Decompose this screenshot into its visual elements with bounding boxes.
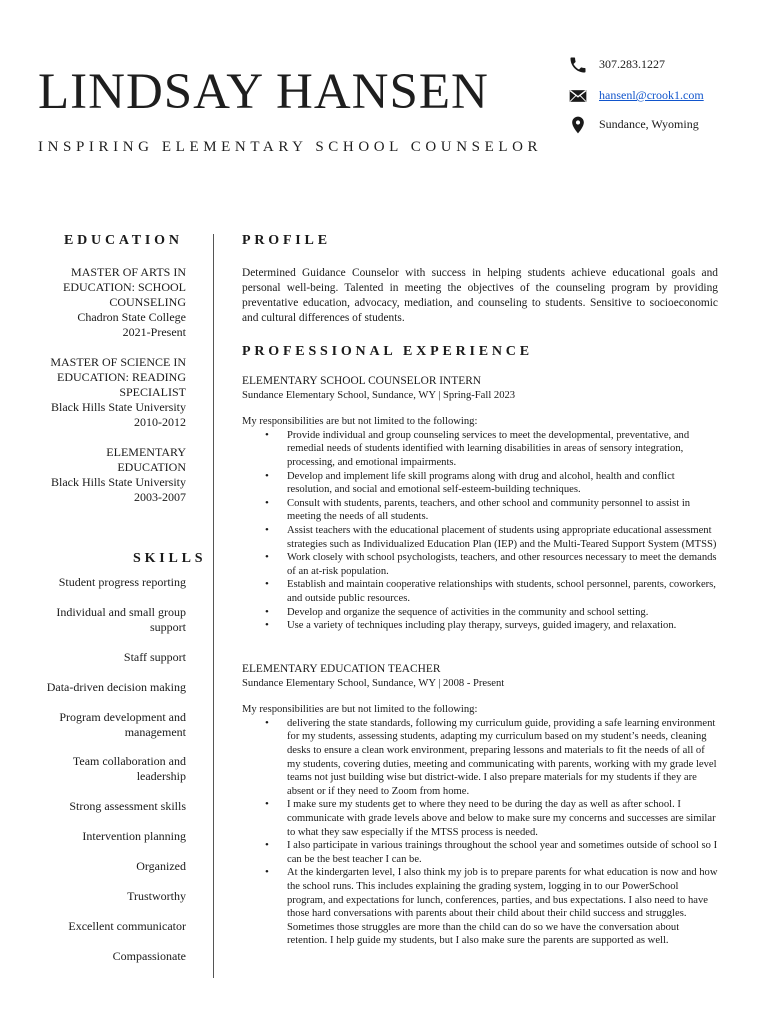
map-pin-icon bbox=[568, 115, 588, 135]
job-intro: My responsibilities are but not limited to the following: bbox=[242, 704, 478, 716]
list-item: • I also participate in various trainings throughout the school year and sometimes outside of school so I can be the best teacher I can be. bbox=[287, 839, 718, 866]
list-item: • Work closely with school psychologists, teachers, and other resources necessary to meet the demands of an at-risk population. bbox=[287, 551, 718, 578]
skill-line: Program development and bbox=[59, 710, 186, 724]
job-bullets bbox=[242, 717, 718, 948]
skill-item bbox=[6, 605, 186, 635]
list-item: • delivering the state standards, following my curriculum guide, providing a safe learning environment for my students, assessing students, adapting my curriculum based on my student’s needs, cleaning desks to ensure a clean work environment, preparing lessons and materials to fit the needs of all of my students, covering duties, meeting and communicating with parents, working with my grade level teams not just building wise but district-wide. I also prepare materials for my students if they are absent or if they need to Zoom from home. bbox=[287, 717, 718, 799]
phone-text: 307.283.1227 bbox=[599, 57, 665, 71]
contact-email bbox=[568, 86, 704, 106]
skill-item bbox=[6, 829, 186, 844]
list-item: • Develop and implement life skill programs along with drug and alcohol, health and conflict resolution, and social and emotional self-esteem-building techniques. bbox=[287, 470, 718, 497]
skill-line: Staff support bbox=[123, 650, 186, 664]
skill-line: Trustworthy bbox=[127, 889, 186, 903]
list-item: • Establish and maintain cooperative relationships with students, school personnel, parents, coworkers, and outside public resources. bbox=[287, 578, 718, 605]
education-dates: 2003-2007 bbox=[134, 490, 186, 504]
degree-line: EDUCATION bbox=[117, 460, 186, 474]
skill-line: Team collaboration and bbox=[72, 754, 186, 768]
profile-text: Determined Guidance Counselor with success in helping students achieve educational goals and personal well-being. Talented in meeting the objectives of the counseling program by providing preventative education, advocacy, mediation, and counseling to students. Sensitive to socioeconomic and cultural differences of students. bbox=[242, 267, 718, 324]
degree-line: COUNSELING bbox=[109, 295, 186, 309]
degree-line: EDUCATION: SCHOOL bbox=[63, 280, 186, 294]
education-entry bbox=[6, 355, 186, 430]
school-name: Black Hills State University bbox=[51, 475, 186, 489]
degree-line: EDUCATION: READING bbox=[57, 370, 186, 384]
resume-name: LINDSAY HANSEN bbox=[38, 64, 489, 120]
skill-item bbox=[6, 919, 186, 934]
resume-tagline: INSPIRING ELEMENTARY SCHOOL COUNSELOR bbox=[38, 139, 543, 155]
skill-line: Organized bbox=[136, 859, 186, 873]
skill-line: Compassionate bbox=[112, 949, 186, 963]
skill-item bbox=[6, 949, 186, 964]
column-divider bbox=[213, 234, 214, 978]
skill-line: Data-driven decision making bbox=[46, 680, 186, 694]
education-dates: 2021-Present bbox=[122, 325, 186, 339]
skill-item bbox=[6, 680, 186, 695]
school-name: Chadron State College bbox=[77, 310, 186, 324]
list-item: • Use a variety of techniques including play therapy, surveys, guided imagery, and relaxation. bbox=[287, 619, 718, 633]
list-item: • At the kindergarten level, I also think my job is to prepare parents for what education is now and how the school runs. This includes explaining the grading system, logging in to our PowerSchool program, and expectations for lunch, conferences, parties, and bus expectations. I also need to have those hard conversations with parents about their child about their child success and struggles. Sometimes those struggles are more than the child can do so we have the conversation about retention. I help guide my students, but I also make sure the parents are supported as well. bbox=[287, 866, 718, 948]
job-org: Sundance Elementary School, Sundance, WY | Spring-Fall 2023 bbox=[242, 389, 516, 401]
job-entry bbox=[242, 375, 718, 633]
experience-heading: PROFESSIONAL EXPERIENCE bbox=[242, 344, 533, 359]
envelope-icon bbox=[568, 86, 588, 106]
email-link[interactable]: hansenl@crook1.com bbox=[599, 88, 704, 102]
job-title: ELEMENTARY EDUCATION TEACHER bbox=[242, 663, 441, 675]
skills-heading: SKILLS bbox=[133, 551, 207, 566]
degree-line: MASTER OF SCIENCE IN bbox=[50, 355, 186, 369]
school-name: Black Hills State University bbox=[51, 400, 186, 414]
job-intro: My responsibilities are but not limited to the following: bbox=[242, 416, 478, 428]
skill-line: Strong assessment skills bbox=[69, 799, 186, 813]
skill-item bbox=[6, 650, 186, 665]
skill-line: Individual and small group bbox=[56, 605, 186, 619]
list-item: • Develop and organize the sequence of activities in the community and school setting. bbox=[287, 606, 718, 620]
degree-line: MASTER OF ARTS IN bbox=[71, 265, 186, 279]
contact-phone bbox=[568, 55, 665, 75]
education-entry bbox=[6, 445, 186, 505]
skill-line: Excellent communicator bbox=[68, 919, 186, 933]
skill-line: support bbox=[150, 620, 186, 634]
skill-item bbox=[6, 754, 186, 784]
list-item: • I make sure my students get to where they need to be during the day as well as after school. I communicate with grade levels above and below to make sure my concerns and successes are similar to what they saw especially if the MTSS process is needed. bbox=[287, 798, 718, 839]
list-item: • Assist teachers with the educational placement of students using appropriate educational assessment strategies such as Individualized Education Plan (IEP) and the Multi-Teared Support System (MTSS) bbox=[287, 524, 718, 551]
degree-line: SPECIALIST bbox=[119, 385, 186, 399]
education-heading: EDUCATION bbox=[64, 233, 183, 248]
phone-icon bbox=[568, 55, 588, 75]
location-text: Sundance, Wyoming bbox=[599, 117, 699, 131]
skill-line: Student progress reporting bbox=[58, 575, 186, 589]
job-org: Sundance Elementary School, Sundance, WY | 2008 - Present bbox=[242, 677, 505, 689]
skill-item bbox=[6, 799, 186, 814]
contact-location bbox=[568, 115, 699, 135]
degree-line: ELEMENTARY bbox=[106, 445, 186, 459]
list-item: • Provide individual and group counseling services to meet the developmental, preventative, and remedial needs of students identified with learning disabilities in areas of sensory integration, processing, and emotional impairments. bbox=[287, 429, 718, 470]
job-entry bbox=[242, 663, 718, 948]
profile-heading: PROFILE bbox=[242, 233, 331, 248]
list-item: • Consult with students, parents, teachers, and other school and community personnel to assist in meeting the needs of all students. bbox=[287, 497, 718, 524]
skill-line: leadership bbox=[136, 769, 186, 783]
skill-line: Intervention planning bbox=[82, 829, 186, 843]
skill-item bbox=[6, 889, 186, 904]
education-entry bbox=[6, 265, 186, 340]
skill-item bbox=[6, 575, 186, 590]
job-bullets bbox=[242, 429, 718, 633]
skill-item bbox=[6, 859, 186, 874]
job-title: ELEMENTARY SCHOOL COUNSELOR INTERN bbox=[242, 375, 482, 387]
skill-item bbox=[6, 710, 186, 740]
skill-line: management bbox=[124, 725, 186, 739]
education-dates: 2010-2012 bbox=[134, 415, 186, 429]
